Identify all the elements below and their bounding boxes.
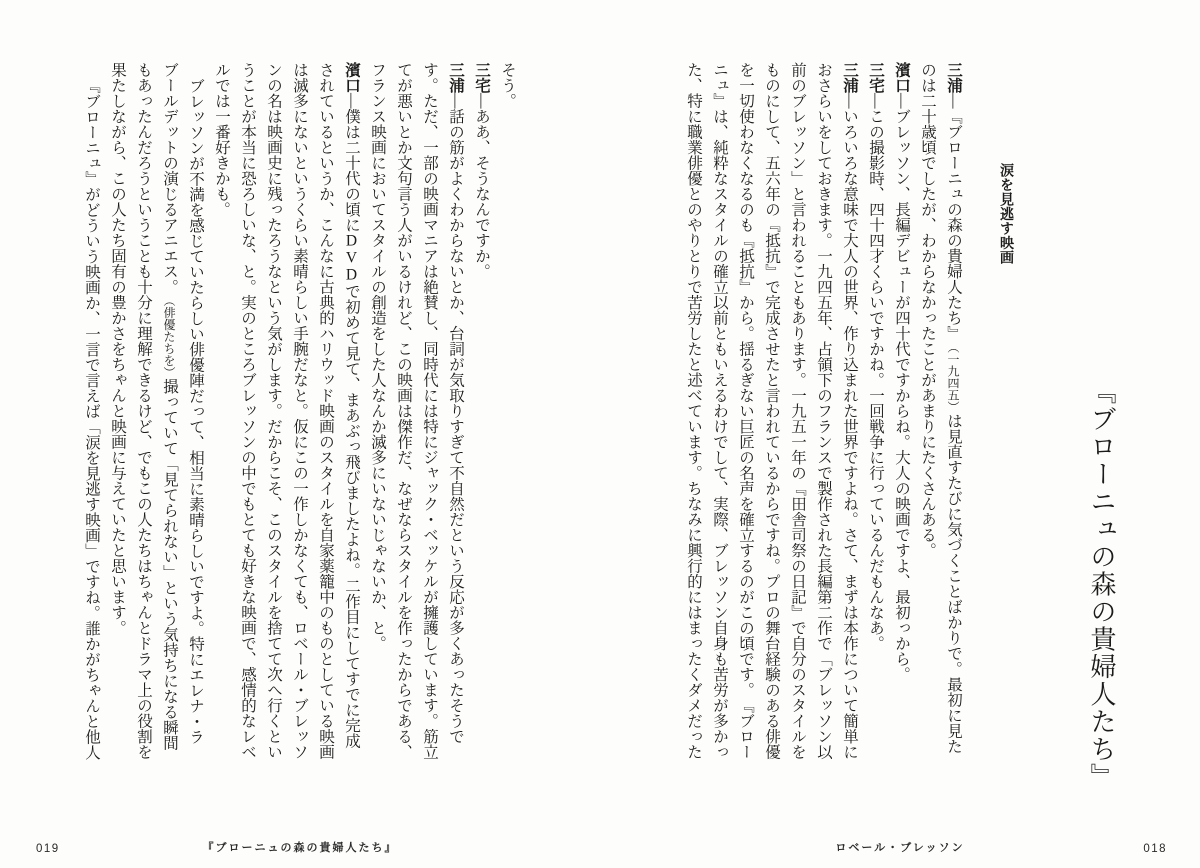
page-number-019: 019 [36,843,60,855]
speaker-name: 三浦 [945,62,962,93]
dialogue-text: ―ああ、そうなんですか。 [473,93,490,279]
page-018-body-text [680,62,966,760]
dialogue-paragraph [494,62,520,760]
speaker-name: 濱口 [893,62,910,93]
dialogue-text: ―僕は二十代の頃に [343,93,360,233]
dialogue-paragraph [364,62,468,760]
speaker-name: 三宅 [473,62,490,93]
running-head-right: ロベール・ブレッソン [835,842,965,854]
dialogue-paragraph [468,62,494,760]
dialogue-text: ―『ブローニュの森の貴婦人たち』 [945,93,962,341]
speaker-name: 濱口 [343,62,360,93]
speaker-name: 三浦 [447,62,464,93]
dialogue-text: は見直すたびに気づくことばかりで。最初に見たのは二十歳頃でしたが、わからなかったことがあまりにたくさんある。 [919,62,962,754]
dialogue-text: DVD [343,232,360,284]
dialogue-paragraph [78,62,104,760]
dialogue-paragraph [104,62,208,760]
dialogue-text: そう。 [499,62,516,109]
speaker-name: 三浦 [841,62,858,93]
dialogue-text: で初めて見て、まあぶっ飛びましたよね。二作目にしてすでに完成されているというか、こんなに古典的ハリウッド映画のスタイルを自家薬籠中のものとしている映画は滅多にないというくらい素晴らしい手腕だなと。仮にこの一作しかなくても、ロベール・ブレッソンの名は映画史に残ったろうなという気がします。だからこそ、このスタイルを捨てて次へ行くということが本当に恐ろしいな、と。実のところブレッソンの中でもとても好きな映画で、感情的なレベルでは一番好きかも。 [213,62,360,760]
chapter-title: 『ブローニュの森の貴婦人たち』 [1087,378,1116,791]
dialogue-text: ―ブレッソン、長編デビューが四十代ですからね。大人の映画ですよ、最初っから。 [893,93,910,682]
dialogue-paragraph [862,62,888,760]
dialogue-paragraph [208,62,364,760]
dialogue-text: ―この撮影時、四十四才くらいですかね。一回戦争に行っているんだもんなあ。 [867,93,884,651]
page-number-018: 018 [1143,843,1167,855]
section-heading: 涙を見逃す映画 [999,163,1015,265]
dialogue-text: 『ブローニュ』がどういう映画か、一言で言えば「涙を見逃す映画」ですね。誰かがちゃんと他人 [83,77,100,760]
dialogue-text: ―話の筋がよくわからないとか、台詞が気取りすぎて不自然だという反応が多くあったそうです。ただ、一部の映画マニアは絶賛し、同時代には特にジャック・ベッケルが擁護しています。筋立てが悪いとか文句言う人がいるけれど、この映画は傑作だ、なぜならスタイルを作ったからである、フランス映画においてスタイルの創造をした人なんか滅多にいないじゃないか、と。 [369,62,464,760]
page-019-body-text [78,62,520,760]
dialogue-paragraph [680,62,862,760]
dialogue-text: （俳優たちを） [162,294,176,379]
page-018 [600,0,1200,868]
dialogue-text: （一九四五） [946,341,960,413]
dialogue-text: 撮っていて「見てられない」という気持ちになる瞬間もあったんだろうということも十分に理解できるけど、でもこの人たちはちゃんとドラマ上の役割を果たしながら、この人たち固有の豊かさをちゃんと映画に与えていたと思います。 [109,62,178,760]
dialogue-text: ―いろいろな意味で大人の世界、作り込まれた世界ですよね。さて、まずは本作について簡単におさらいをしておきます。一九四五年、占領下のフランスで製作された長編第二作で「ブレッソン以前のブレッソン」と言われることもあります。一九五一年の『田舎司祭の日記』で自分のスタイルをものにして、五六年の『抵抗』で完成させたと言われているからですね。プロの舞台経験のある俳優を一切使わなくなるのも『抵抗』から。揺るぎない巨匠の名声を確立するのがこの頃です。『ブローニュ』は、純粋なスタイルの確立以前ともいえるわけでして、実際、ブレッソン自身も苦労が多かった、特に職業俳優とのやりとりで苦労したと述べています。ちなみに興行的にはまったくダメだった [685,62,858,760]
dialogue-paragraph [914,62,966,760]
dialogue-paragraph [888,62,914,760]
dialogue-text: ブレッソンが不満を感じていたらしい俳優陣だって、相当に素晴らしいですよ。特にエレナ・ラブールデットの演じるアニエス。 [161,62,204,744]
running-head-left: 『ブローニュの森の貴婦人たち』 [202,842,398,854]
speaker-name: 三宅 [867,62,884,93]
